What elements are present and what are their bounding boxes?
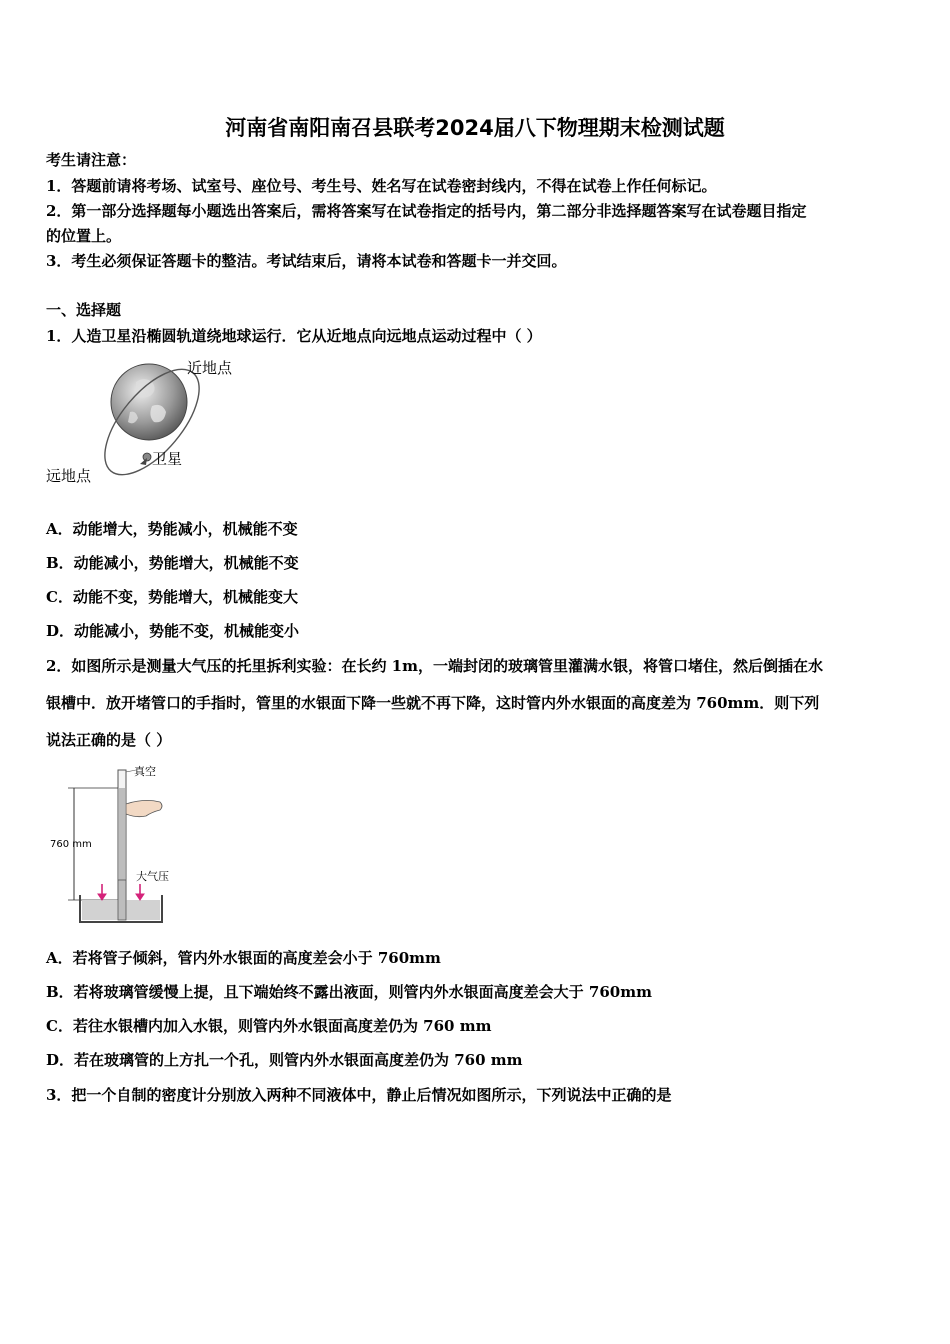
satellite-icon bbox=[143, 453, 151, 461]
question-2-option: A．若将管子倾斜，管内外水银面的高度差会小于 760mm bbox=[46, 949, 441, 967]
height-label: 760 mm bbox=[50, 839, 92, 850]
question-3-stem: 3．把一个自制的密度计分别放入两种不同液体中，静止后情况如图所示，下列说法中正确的是 bbox=[46, 1086, 672, 1104]
pressure-arrow-left bbox=[98, 884, 106, 900]
pressure-arrow-right bbox=[136, 884, 144, 900]
notice-item: 的位置上。 bbox=[46, 227, 122, 245]
perigee-label: 近地点 bbox=[187, 359, 233, 377]
question-1-stem: 1．人造卫星沿椭圆轨道绕地球运行．它从近地点向远地点运动过程中（ ） bbox=[46, 327, 542, 345]
apogee-label: 远地点 bbox=[46, 467, 92, 485]
atm-pressure-label: 大气压 bbox=[136, 870, 169, 883]
torricelli-figure bbox=[44, 760, 194, 934]
satellite-label: 卫星 bbox=[152, 450, 183, 468]
question-2-option: C．若往水银槽内加入水银，则管内外水银面高度差仍为 760 mm bbox=[46, 1017, 492, 1035]
question-1-option: C．动能不变，势能增大，机械能变大 bbox=[46, 588, 298, 606]
hand-icon bbox=[126, 800, 162, 816]
question-2-stem: 说法正确的是（ ） bbox=[46, 731, 172, 749]
notice-item: 1．答题前请将考场、试室号、座位号、考生号、姓名写在试卷密封线内，不得在试卷上作任何标记。 bbox=[46, 177, 717, 195]
question-1-option: B．动能减小，势能增大，机械能不变 bbox=[46, 554, 299, 572]
notice-item: 3．考生必须保证答题卡的整洁。考试结束后，请将本试卷和答题卡一并交回。 bbox=[46, 252, 567, 270]
question-2-stem: 2．如图所示是测量大气压的托里拆利实验：在长约 1m，一端封闭的玻璃管里灌满水银，将管口堵住，然后倒插在水 bbox=[46, 657, 823, 675]
vacuum-label: 真空 bbox=[134, 765, 156, 778]
question-2-option: B．若将玻璃管缓慢上提，且下端始终不露出液面，则管内外水银面高度差会大于 760mm bbox=[46, 983, 652, 1001]
question-2-option: D．若在玻璃管的上方扎一个孔，则管内外水银面高度差仍为 760 mm bbox=[46, 1051, 523, 1069]
earth-globe bbox=[111, 364, 187, 440]
page-title: 河南省南阳南召县联考2024届八下物理期末检测试题 bbox=[225, 116, 725, 140]
orbit-figure bbox=[44, 354, 244, 493]
notice-heading: 考生请注意： bbox=[46, 151, 137, 169]
question-2-stem: 银槽中．放开堵管口的手指时，管里的水银面下降一些就不再下降，这时管内外水银面的高度差为 760mm．则下列 bbox=[46, 694, 820, 712]
question-1-option: A．动能增大，势能减小，机械能不变 bbox=[46, 520, 298, 538]
notice-item: 2．第一部分选择题每小题选出答案后，需将答案写在试卷指定的括号内，第二部分非选择题答案写在试卷题目指定 bbox=[46, 202, 807, 220]
question-1-option: D．动能减小，势能不变，机械能变小 bbox=[46, 622, 300, 640]
section-heading: 一、选择题 bbox=[46, 301, 122, 319]
